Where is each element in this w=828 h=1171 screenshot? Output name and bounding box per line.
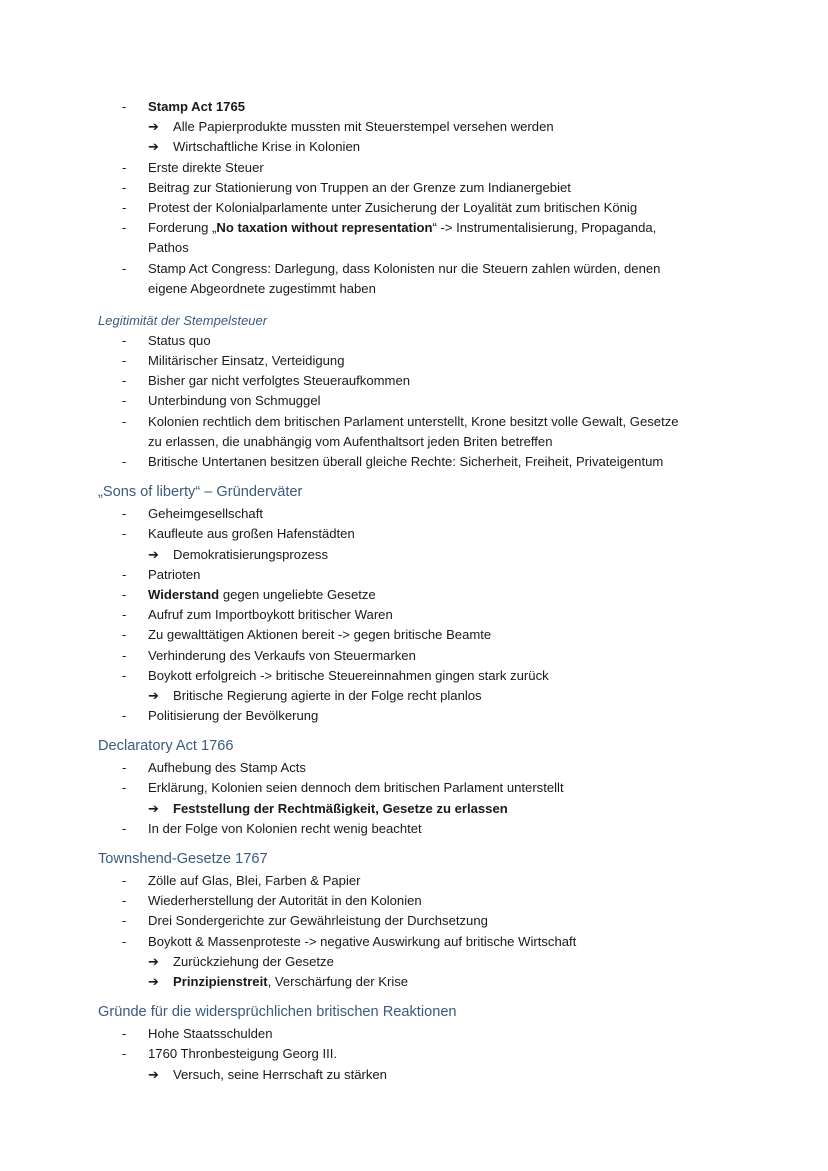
list-item bbox=[0, 331, 828, 351]
list-item-continuation bbox=[0, 279, 828, 299]
list-item bbox=[0, 565, 828, 585]
list-item bbox=[0, 198, 828, 218]
dash-bullet: - bbox=[122, 99, 127, 114]
section-legitimitaet bbox=[0, 331, 828, 472]
item-text bbox=[173, 952, 334, 972]
arrow-item bbox=[0, 799, 828, 819]
list-item bbox=[0, 452, 828, 472]
arrow-item bbox=[0, 137, 828, 157]
list-item bbox=[0, 259, 828, 279]
dash-bullet: - bbox=[122, 586, 127, 602]
text-run: Erste direkte Steuer bbox=[148, 159, 264, 175]
dash-bullet: - bbox=[122, 873, 127, 888]
section-declaratory-act bbox=[0, 758, 828, 839]
arrow-right-icon: ➔ bbox=[148, 1066, 159, 1082]
arrow-right-icon: ➔ bbox=[148, 953, 159, 969]
item-text bbox=[173, 137, 360, 157]
list-item bbox=[0, 178, 828, 198]
text-run: Militärischer Einsatz, Verteidigung bbox=[148, 353, 345, 369]
text-run: Kaufleute aus großen Hafenstädten bbox=[148, 526, 355, 542]
dash-bullet: - bbox=[122, 373, 127, 389]
dash-bullet: - bbox=[122, 393, 127, 409]
dash-bullet: - bbox=[122, 667, 127, 683]
item-text bbox=[148, 911, 488, 931]
text-run: Wiederherstellung der Autorität in den Kolonien bbox=[148, 893, 422, 909]
list-item bbox=[0, 646, 828, 666]
text-run: Zu gewalttätigen Aktionen bereit -> gegen britische Beamte bbox=[148, 627, 492, 643]
heading-text: „Sons of liberty“ – Gründerväter bbox=[98, 484, 303, 501]
item-text bbox=[173, 686, 482, 706]
dash-bullet: - bbox=[122, 607, 127, 623]
dash-bullet: - bbox=[122, 506, 127, 522]
item-text bbox=[148, 158, 264, 178]
heading-text: Gründe für die widersprüchlichen britischen Reaktionen bbox=[98, 1004, 457, 1021]
arrow-item bbox=[0, 972, 828, 992]
dash-bullet: - bbox=[122, 179, 127, 195]
text-run: Bisher gar nicht verfolgtes Steueraufkommen bbox=[148, 373, 411, 389]
item-text bbox=[173, 972, 408, 992]
list-item bbox=[0, 158, 828, 178]
dash-bullet: - bbox=[122, 627, 127, 643]
list-item-continuation bbox=[0, 238, 828, 258]
list-item bbox=[0, 819, 828, 839]
list-item bbox=[0, 778, 828, 798]
section-gruende bbox=[0, 1024, 828, 1085]
section-sons-of-liberty bbox=[0, 504, 828, 726]
heading-text: Declaratory Act 1766 bbox=[98, 738, 234, 755]
text-run: Hohe Staatsschulden bbox=[148, 1026, 273, 1042]
dash-bullet: - bbox=[122, 526, 127, 542]
item-text bbox=[148, 778, 564, 798]
item-text bbox=[148, 238, 189, 258]
text-run: Pathos bbox=[148, 240, 189, 256]
heading-legitimitaet bbox=[0, 311, 828, 331]
list-item bbox=[0, 758, 828, 778]
document-content bbox=[0, 97, 828, 1085]
bold-text: Feststellung der Rechtmäßigkeit, Gesetze zu erlassen bbox=[173, 800, 508, 816]
text-run: Protest der Kolonialparlamente unter Zusicherung der Loyalität zum britischen König bbox=[148, 199, 638, 215]
arrow-item bbox=[0, 1065, 828, 1085]
item-text bbox=[148, 432, 552, 452]
arrow-right-icon: ➔ bbox=[148, 139, 159, 155]
list-item bbox=[0, 371, 828, 391]
text-run: Britische Untertanen besitzen überall gleiche Rechte: Sicherheit, Freiheit, Privateigentum bbox=[148, 454, 664, 469]
text-run: Status quo bbox=[148, 332, 211, 348]
dash-bullet: - bbox=[122, 933, 127, 949]
item-text bbox=[148, 871, 361, 891]
dash-bullet: - bbox=[122, 159, 127, 175]
list-item bbox=[0, 666, 828, 686]
dash-bullet: - bbox=[122, 413, 127, 429]
arrow-right-icon: ➔ bbox=[148, 119, 159, 135]
list-item bbox=[0, 524, 828, 544]
text-run: gegen ungeliebte Gesetze bbox=[219, 586, 376, 602]
arrow-item bbox=[0, 545, 828, 565]
text-run: Britische Regierung agierte in der Folge recht planlos bbox=[173, 687, 482, 703]
heading-declaratory-act bbox=[0, 734, 828, 758]
item-text bbox=[148, 351, 345, 371]
text-run: Erklärung, Kolonien seien dennoch dem britischen Parlament unterstellt bbox=[148, 780, 564, 796]
arrow-right-icon: ➔ bbox=[148, 973, 159, 989]
dash-bullet: - bbox=[122, 893, 127, 909]
item-text bbox=[148, 371, 410, 391]
text-run: Aufhebung des Stamp Acts bbox=[148, 760, 306, 776]
text-run: In der Folge von Kolonien recht wenig beachtet bbox=[148, 820, 422, 836]
heading-text: Townshend-Gesetze 1767 bbox=[98, 851, 268, 867]
bold-text: Widerstand bbox=[148, 586, 220, 602]
dash-bullet: - bbox=[122, 1046, 127, 1062]
text-run: Kolonien rechtlich dem britischen Parlament unterstellt, Krone besitzt volle Gewalt, Gesetze bbox=[148, 413, 679, 429]
text-run: Boykott & Massenproteste -> negative Auswirkung auf britische Wirtschaft bbox=[148, 933, 577, 949]
list-item bbox=[0, 871, 828, 891]
text-run: Versuch, seine Herrschaft zu stärken bbox=[173, 1066, 387, 1082]
list-item bbox=[0, 585, 828, 605]
dash-bullet: - bbox=[122, 647, 127, 663]
text-run: Forderung „ bbox=[148, 220, 217, 236]
item-text bbox=[148, 605, 393, 625]
item-text bbox=[148, 565, 200, 585]
text-run: Patrioten bbox=[148, 566, 201, 582]
text-run: Aufruf zum Importboykott britischer Waren bbox=[148, 607, 393, 623]
text-run: eigene Abgeordnete zugestimmt haben bbox=[148, 280, 376, 296]
list-item bbox=[0, 911, 828, 931]
text-run: Boykott erfolgreich -> britische Steuereinnahmen gingen stark zurück bbox=[148, 667, 549, 683]
list-item bbox=[0, 391, 828, 411]
text-run: Wirtschaftliche Krise in Kolonien bbox=[173, 139, 361, 155]
item-text bbox=[148, 1024, 272, 1044]
text-run: Politisierung der Bevölkerung bbox=[148, 708, 319, 724]
item-text bbox=[148, 891, 422, 911]
heading-text: Legitimität der Stempelsteuer bbox=[98, 312, 268, 328]
item-text bbox=[148, 97, 245, 117]
item-text bbox=[148, 1044, 337, 1064]
text-run: Alle Papierprodukte mussten mit Steuerstempel versehen werden bbox=[173, 119, 554, 135]
dash-bullet: - bbox=[122, 780, 127, 796]
item-text bbox=[148, 758, 306, 778]
arrow-item bbox=[0, 952, 828, 972]
dash-bullet: - bbox=[122, 820, 127, 836]
heading-gruende bbox=[0, 1000, 828, 1024]
text-run: Verhinderung des Verkaufs von Steuermarken bbox=[148, 647, 416, 663]
item-text bbox=[173, 799, 508, 819]
section-stamp-act bbox=[0, 97, 828, 299]
dash-bullet: - bbox=[122, 220, 127, 236]
item-text bbox=[173, 117, 554, 137]
text-run: , Verschärfung der Krise bbox=[267, 973, 409, 989]
item-text bbox=[148, 218, 656, 238]
bold-text: Stamp Act 1765 bbox=[148, 99, 246, 114]
item-text bbox=[148, 331, 211, 351]
text-run: Zurückziehung der Gesetze bbox=[173, 953, 334, 969]
list-item bbox=[0, 605, 828, 625]
text-run: Beitrag zur Stationierung von Truppen an der Grenze zum Indianergebiet bbox=[148, 179, 571, 195]
arrow-right-icon: ➔ bbox=[148, 546, 159, 562]
text-run: Geheimgesellschaft bbox=[148, 506, 263, 522]
item-text bbox=[148, 504, 263, 524]
text-run: Unterbindung von Schmuggel bbox=[148, 393, 321, 409]
list-item bbox=[0, 1044, 828, 1064]
item-text bbox=[173, 545, 328, 565]
list-item bbox=[0, 932, 828, 952]
arrow-right-icon: ➔ bbox=[148, 687, 159, 703]
list-item bbox=[0, 625, 828, 645]
arrow-item bbox=[0, 117, 828, 137]
item-text bbox=[148, 585, 376, 605]
list-item bbox=[0, 412, 828, 432]
dash-bullet: - bbox=[122, 332, 127, 348]
text-run: 1760 Thronbesteigung Georg III. bbox=[148, 1046, 338, 1062]
arrow-right-icon: ➔ bbox=[148, 800, 159, 816]
dash-bullet: - bbox=[122, 454, 127, 469]
text-run: Drei Sondergerichte zur Gewährleistung der Durchsetzung bbox=[148, 913, 488, 929]
list-item bbox=[0, 1024, 828, 1044]
text-run: Zölle auf Glas, Blei, Farben & Papier bbox=[148, 873, 361, 888]
heading-townshend bbox=[0, 847, 828, 871]
item-text bbox=[148, 198, 637, 218]
dash-bullet: - bbox=[122, 199, 127, 215]
dash-bullet: - bbox=[122, 708, 127, 724]
arrow-item bbox=[0, 686, 828, 706]
item-text bbox=[148, 259, 660, 279]
item-text bbox=[148, 625, 491, 645]
list-item-continuation bbox=[0, 432, 828, 452]
list-item bbox=[0, 891, 828, 911]
item-text bbox=[148, 178, 571, 198]
dash-bullet: - bbox=[122, 1026, 127, 1042]
list-item bbox=[0, 218, 828, 238]
item-text bbox=[148, 646, 416, 666]
text-run: “ -> Instrumentalisierung, Propaganda, bbox=[432, 220, 657, 236]
bold-text: Prinzipienstreit bbox=[173, 973, 268, 989]
item-text bbox=[148, 666, 549, 686]
item-text bbox=[148, 279, 376, 299]
item-text bbox=[148, 706, 318, 726]
bold-text: No taxation without representation bbox=[216, 220, 433, 236]
heading-sons-of-liberty bbox=[0, 480, 828, 504]
dash-bullet: - bbox=[122, 760, 127, 776]
item-text bbox=[173, 1065, 387, 1085]
list-item bbox=[0, 97, 828, 117]
dash-bullet: - bbox=[122, 353, 127, 369]
item-text bbox=[148, 412, 679, 432]
text-run: zu erlassen, die unabhängig vom Aufenthaltsort jeden Briten betreffen bbox=[148, 433, 553, 449]
item-text bbox=[148, 452, 663, 472]
item-text bbox=[148, 819, 422, 839]
item-text bbox=[148, 391, 321, 411]
text-run: Stamp Act Congress: Darlegung, dass Kolonisten nur die Steuern zahlen würden, denen bbox=[148, 260, 661, 276]
list-item bbox=[0, 504, 828, 524]
item-text bbox=[148, 524, 355, 544]
item-text bbox=[148, 932, 576, 952]
list-item bbox=[0, 351, 828, 371]
text-run: Demokratisierungsprozess bbox=[173, 546, 329, 562]
section-townshend bbox=[0, 871, 828, 992]
dash-bullet: - bbox=[122, 566, 127, 582]
dash-bullet: - bbox=[122, 260, 127, 276]
dash-bullet: - bbox=[122, 913, 127, 929]
list-item bbox=[0, 706, 828, 726]
